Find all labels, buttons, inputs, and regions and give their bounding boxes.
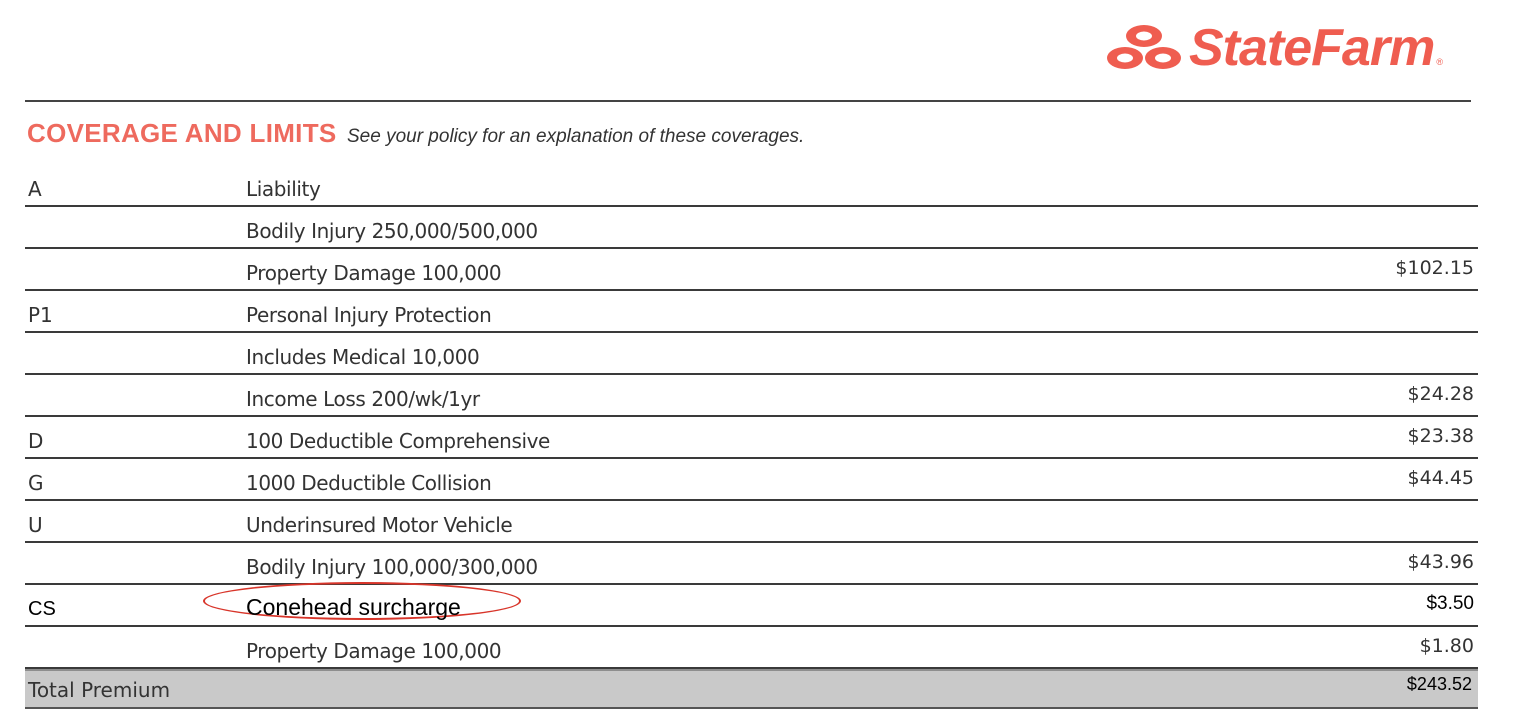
three-ovals-icon	[1105, 23, 1183, 73]
coverage-description: 100 Deductible Comprehensive	[246, 429, 550, 453]
table-row	[25, 291, 1478, 333]
coverage-description: 1000 Deductible Collision	[246, 471, 492, 495]
table-row	[25, 375, 1478, 417]
table-row	[25, 459, 1478, 501]
brand-wordmark: StateFarm	[1189, 19, 1435, 77]
coverage-description: Personal Injury Protection	[246, 303, 492, 327]
coverage-amount: $23.38	[1407, 425, 1474, 447]
coverage-amount: $24.28	[1407, 383, 1474, 405]
coverage-amount: $44.45	[1407, 467, 1474, 489]
coverage-code: G	[28, 471, 44, 495]
coverage-description: Underinsured Motor Vehicle	[246, 513, 513, 537]
table-row	[25, 417, 1478, 459]
table-row	[25, 501, 1478, 543]
table-row	[25, 627, 1478, 669]
coverage-amount: $3.50	[1426, 593, 1474, 614]
coverage-code: CS	[28, 598, 56, 620]
table-row	[25, 333, 1478, 375]
coverage-code: U	[28, 513, 43, 537]
table-row	[25, 543, 1478, 585]
coverage-description: Bodily Injury 100,000/300,000	[246, 555, 538, 579]
coverage-code: A	[28, 177, 42, 201]
table-row	[25, 249, 1478, 291]
coverage-amount: $102.15	[1395, 257, 1474, 279]
coverage-code: P1	[28, 303, 53, 327]
coverage-description: Bodily Injury 250,000/500,000	[246, 219, 538, 243]
table-row-conehead-surcharge	[25, 585, 1478, 627]
header-divider	[25, 100, 1471, 102]
statefarm-logo	[1105, 18, 1443, 78]
coverage-amount: $1.80	[1419, 635, 1474, 657]
coverage-code: D	[28, 429, 44, 453]
total-label: Total Premium	[28, 678, 171, 702]
coverage-description: Liability	[246, 177, 321, 201]
table-row	[25, 207, 1478, 249]
total-premium-row	[25, 669, 1478, 709]
coverage-description: Includes Medical 10,000	[246, 345, 480, 369]
total-amount: $243.52	[1406, 674, 1472, 694]
section-note: See your policy for an explanation of these coverages.	[346, 126, 805, 147]
coverage-description: Income Loss 200/wk/1yr	[246, 387, 480, 411]
registered-mark: ®	[1436, 57, 1443, 67]
section-heading	[27, 118, 804, 149]
coverage-description: Property Damage 100,000	[246, 261, 502, 285]
coverage-table	[25, 165, 1478, 709]
coverage-description: Conehead surcharge	[246, 594, 461, 620]
coverage-amount: $43.96	[1407, 551, 1474, 573]
section-title: COVERAGE AND LIMITS	[27, 118, 337, 148]
coverage-description: Property Damage 100,000	[246, 639, 502, 663]
table-row	[25, 165, 1478, 207]
